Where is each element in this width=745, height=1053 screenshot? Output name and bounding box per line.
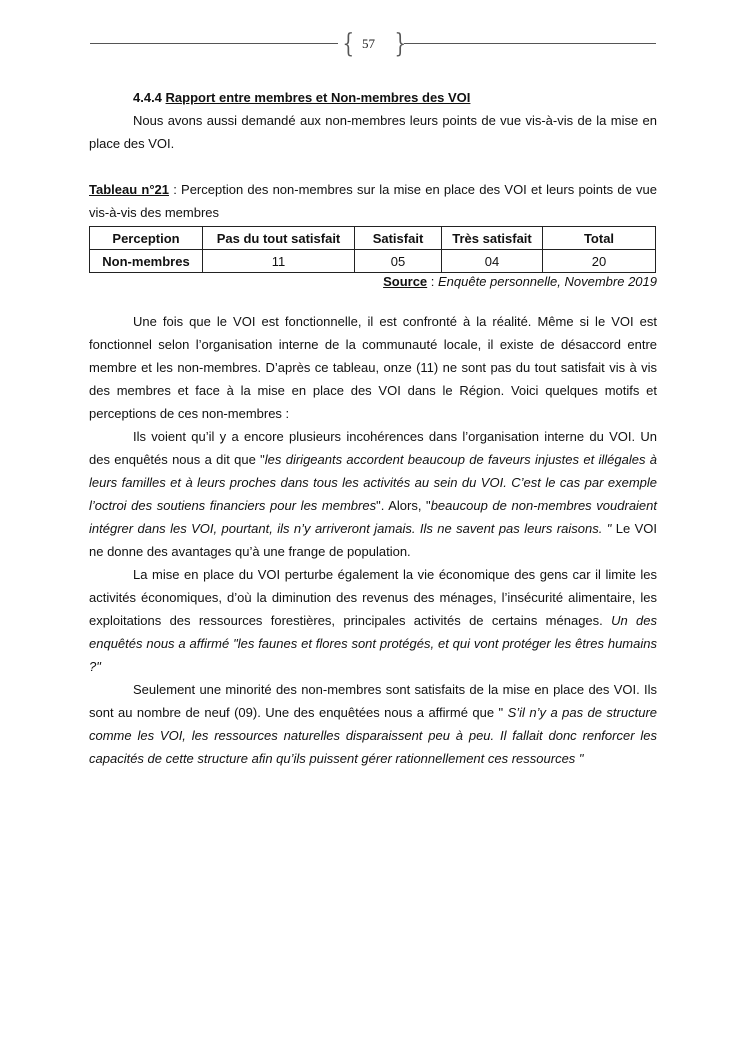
quote-text: Un des enquêtés nous a affirmé "les faunes et flores sont protégés, et qui vont protéger les êtres humains ?" bbox=[89, 613, 657, 674]
table-caption bbox=[89, 178, 657, 224]
table-header-cell: Total bbox=[543, 227, 656, 250]
table-header-cell: Perception bbox=[90, 227, 203, 250]
table-cell: 04 bbox=[442, 250, 543, 273]
table-caption-label: Tableau n°21 bbox=[89, 182, 169, 197]
table-cell: 11 bbox=[203, 250, 355, 273]
source-label: Source bbox=[383, 274, 428, 289]
table-cell: 05 bbox=[355, 250, 442, 273]
right-brace-ornament: } bbox=[394, 29, 407, 59]
table-header-row bbox=[90, 227, 656, 250]
body-paragraph: Une fois que le VOI est fonctionnelle, il est confronté à la réalité. Même si le VOI est fonctionnel selon l’organisation interne de la communauté locale, il existe de désaccord entre membre et les non-membres. D’après ce tableau, onze (11) ne sont pas du tout satisfait vis à vis des membres et face à la mise en place des VOI dans le Région. Voici quelques motifs et perceptions de ces non-membres : bbox=[89, 314, 657, 421]
table-header-cell: Très satisfait bbox=[442, 227, 543, 250]
paragraph-text: Le VOI ne donne des avantages qu’à une frange de population. bbox=[89, 521, 657, 559]
page-header bbox=[90, 30, 656, 60]
left-brace-ornament: { bbox=[342, 29, 355, 59]
table-header-cell: Satisfait bbox=[355, 227, 442, 250]
table-cell: Non-membres bbox=[90, 250, 203, 273]
header-rule-right bbox=[404, 43, 656, 44]
section-heading bbox=[89, 86, 657, 109]
source-separator: : bbox=[427, 274, 439, 289]
page-number: 57 bbox=[362, 36, 375, 51]
perception-table bbox=[89, 226, 656, 273]
paragraph-text: Ils voient qu’il y a encore plusieurs incohérences dans l’organisation interne du VOI. Un des enquêtés nous a dit que " bbox=[89, 429, 657, 467]
table-row bbox=[90, 250, 656, 273]
page-content bbox=[89, 86, 657, 770]
table-source bbox=[89, 273, 657, 291]
paragraph-text: La mise en place du VOI perturbe également la vie économique des gens car il limite les activités économiques, d’où la diminution des revenus des ménages, l’insécurité alimentaire, les exploitations des ressources forestières, principales activités de certains ménages. bbox=[89, 567, 657, 628]
table-header-cell: Pas du tout satisfait bbox=[203, 227, 355, 250]
source-text: Enquête personnelle, Novembre 2019 bbox=[438, 274, 657, 289]
body-paragraph bbox=[89, 425, 657, 563]
paragraph-text: ". Alors, " bbox=[376, 498, 431, 513]
body-paragraph bbox=[89, 563, 657, 678]
table-caption-text: : Perception des non-membres sur la mise en place des VOI et leurs points de vue vis-à-vis des membres bbox=[89, 182, 657, 220]
intro-paragraph: Nous avons aussi demandé aux non-membres leurs points de vue vis-à-vis de la mise en place des VOI. bbox=[89, 113, 657, 151]
table-cell: 20 bbox=[543, 250, 656, 273]
section-title: Rapport entre membres et Non-membres des VOI bbox=[165, 90, 471, 105]
quote-text: beaucoup de non-membres voudraient intégrer dans les VOI, pourtant, ils n’y arriveront jamais. Ils ne savent pas leurs raisons. " bbox=[89, 498, 658, 536]
header-rule-left bbox=[90, 43, 338, 44]
paragraph-text: Seulement une minorité des non-membres sont satisfaits de la mise en place des VOI. Ils sont au nombre de neuf (09). Une des enquêtées nous a affirmé que " bbox=[89, 682, 657, 720]
body-paragraph bbox=[89, 678, 657, 770]
section-number: 4.4.4 bbox=[133, 90, 162, 105]
quote-text: les dirigeants accordent beaucoup de faveurs injustes et illégales à leurs familles et à leurs proches dans tous les activités au sein du VOI. C’est le cas par exemple l’octroi des soutiens financiers pour les membres bbox=[89, 452, 658, 513]
quote-text: S’il n’y a pas de structure comme les VOI, les ressources naturelles disparaissent peu à peu. Il fallait donc renforcer les capacités de cette structure afin qu’ils puissent gérer rationnellement ces ressources " bbox=[89, 705, 657, 766]
